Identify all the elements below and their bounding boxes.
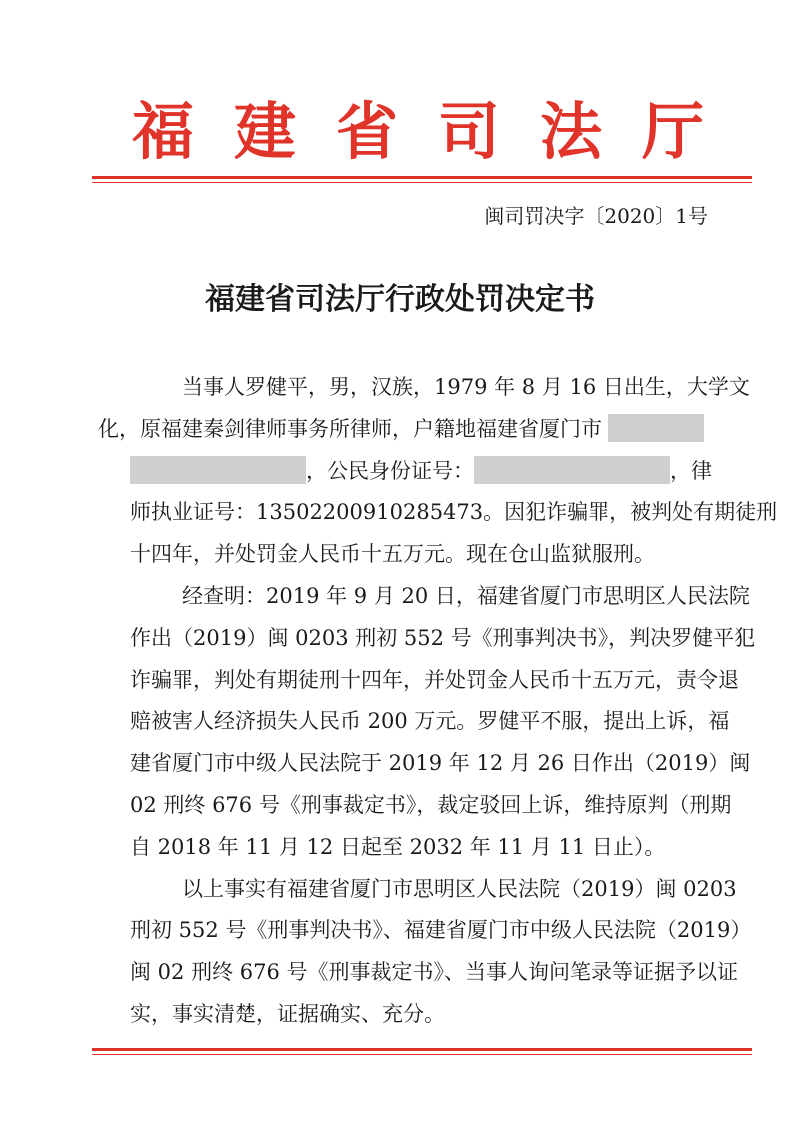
body-line: 闽 02 刑终 676 号《刑事裁定书》、当事人询问笔录等证据予以证 xyxy=(130,960,739,985)
body-line: 十四年，并处罚金人民币十五万元。现在仓山监狱服刑。 xyxy=(130,542,655,567)
body-line: 02 刑终 676 号《刑事裁定书》，裁定驳回上诉，维持原判（刑期 xyxy=(130,792,732,817)
body-line: 经查明：2019 年 9 月 20 日，福建省厦门市思明区人民法院 xyxy=(182,583,750,608)
document-body xyxy=(98,367,778,1036)
body-line: 自 2018 年 11 月 12 日起至 2032 年 11 月 11 日止）。 xyxy=(130,834,666,859)
body-line-text: ，公民身份证号： xyxy=(306,458,474,483)
body-line: 刑初 552 号《刑事判决书》、福建省厦门市中级人民法院（2019） xyxy=(130,918,752,943)
body-line: 建省厦门市中级人民法院于 2019 年 12 月 26 日作出（2019）闽 xyxy=(130,751,751,776)
footer-divider-thick xyxy=(92,1048,752,1051)
body-line: 以上事实有福建省厦门市思明区人民法院（2019）闽 0203 xyxy=(182,876,737,901)
body-line: 师执业证号：13502200910285473。因犯诈骗罪，被判处有期徒刑 xyxy=(130,500,778,525)
footer-divider-thin xyxy=(92,1054,752,1055)
body-line: 作出（2019）闽 0203 刑初 552 号《刑事判决书》，判决罗健平犯 xyxy=(130,625,756,650)
body-line-text: 化，原福建秦剑律师事务所律师，户籍地福建省厦门市 xyxy=(98,416,602,441)
masthead-title: 福建省司法厅 xyxy=(132,95,745,168)
redaction-block xyxy=(608,414,704,442)
document-number: 闽司罚决字〔2020〕1号 xyxy=(484,204,708,228)
body-line-text: ，律 xyxy=(670,458,712,483)
body-line: 诈骗罪，判处有期徒刑十四年，并处罚金人民币十五万元，责令退 xyxy=(130,667,739,692)
document-title: 福建省司法厅行政处罚决定书 xyxy=(205,282,595,317)
masthead-divider-thick xyxy=(92,176,752,179)
body-line: 当事人罗健平，男，汉族，1979 年 8 月 16 日出生，大学文 xyxy=(182,375,750,399)
body-line: 实，事实清楚，证据确实、充分。 xyxy=(130,1001,445,1026)
body-line xyxy=(98,409,720,451)
masthead-divider-thin xyxy=(92,182,752,183)
body-line: 赔被害人经济损失人民币 200 万元。罗健平不服，提出上诉，福 xyxy=(130,709,730,734)
redaction-block xyxy=(474,456,670,484)
redaction-block xyxy=(130,456,306,484)
masthead xyxy=(0,92,800,172)
body-line xyxy=(130,451,720,493)
